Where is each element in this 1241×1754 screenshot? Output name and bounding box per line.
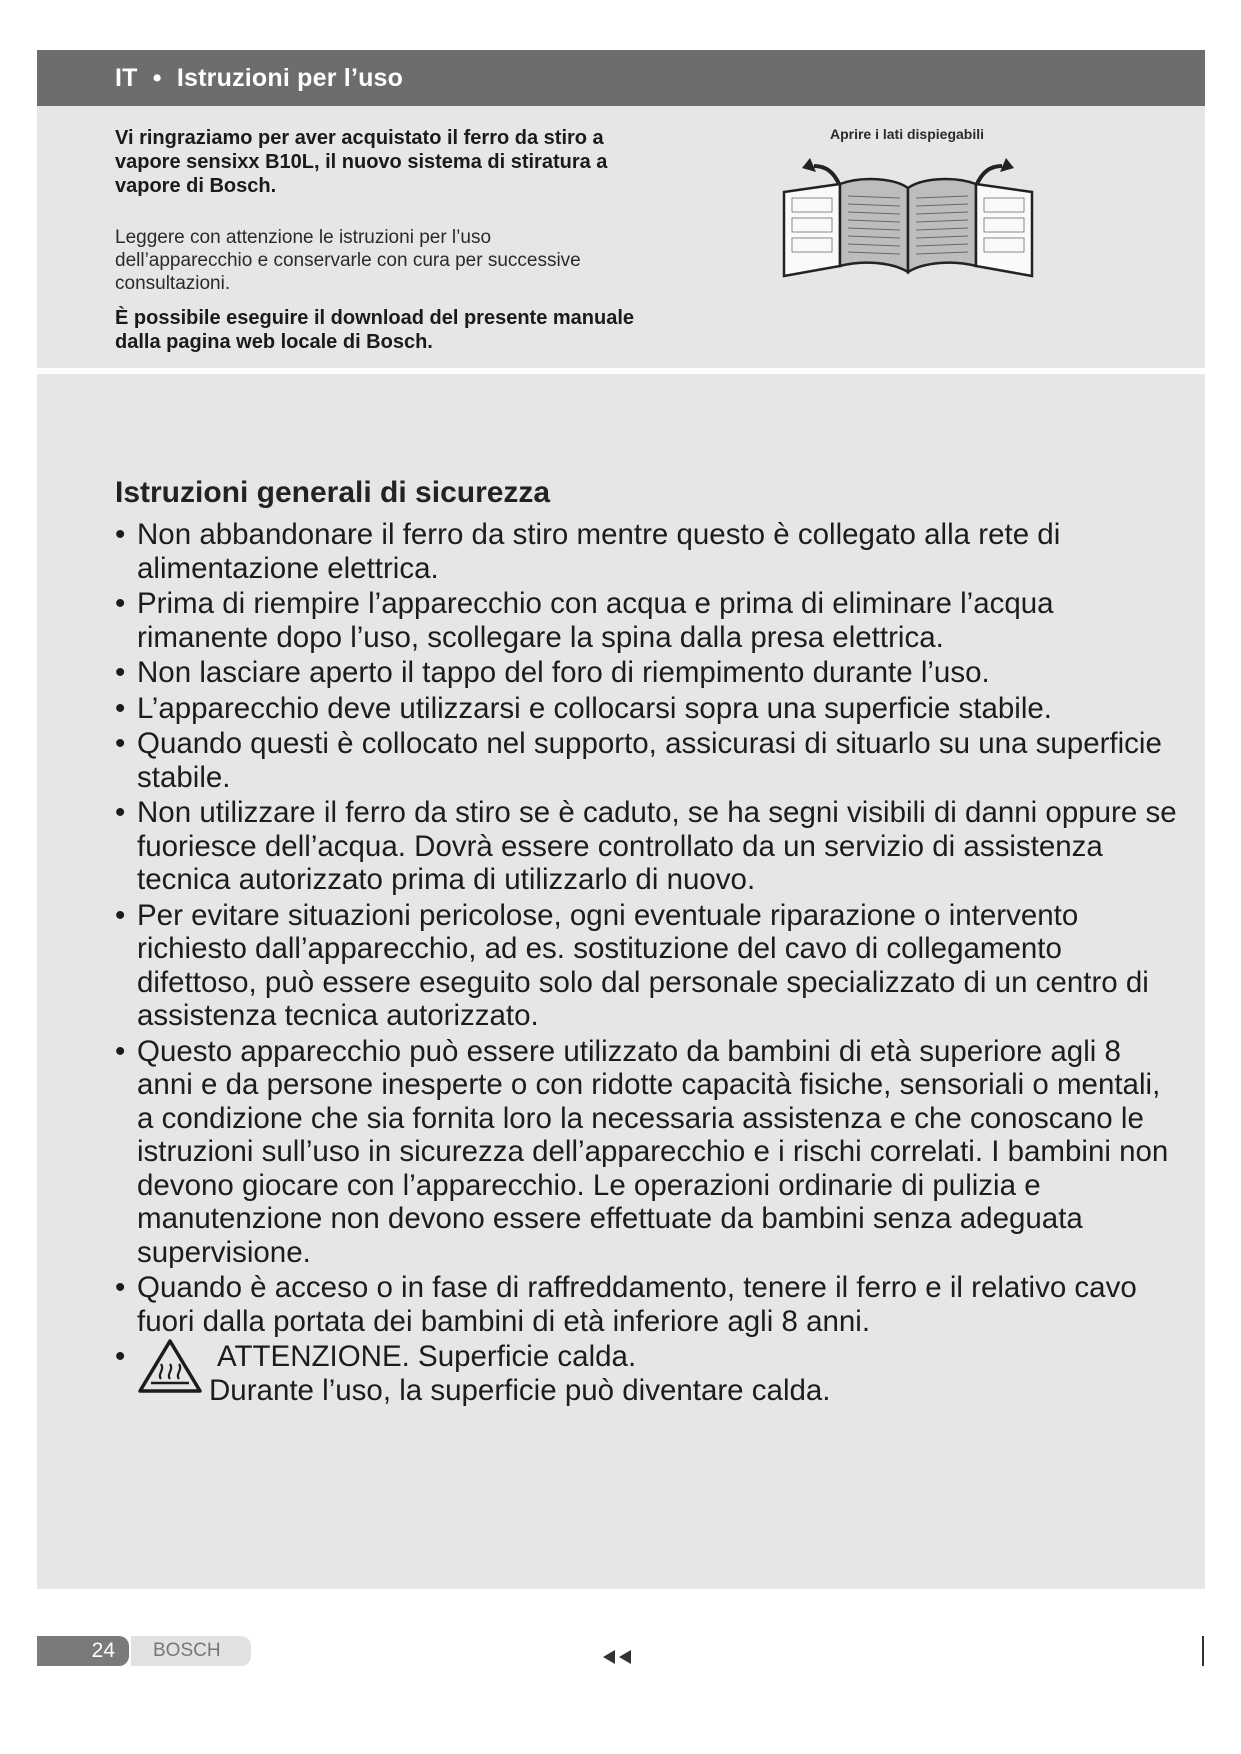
bullet: • bbox=[115, 587, 126, 620]
fold-caption: Aprire i lati dispiegabili bbox=[829, 126, 985, 142]
intro-thanks: Vi ringraziamo per aver acquistato il ferro da stiro a vapore sensixx B10L, il nuovo sistema di stiratura a vapore di Bosch. bbox=[115, 127, 608, 197]
list-item-text: Non lasciare aperto il tappo del foro di riempimento durante l’uso. bbox=[137, 656, 990, 689]
document-title: Istruzioni per l’uso bbox=[176, 64, 404, 92]
list-item-text: Non abbandonare il ferro da stiro mentre questo è collegato alla rete di alimentazione elettrica. bbox=[137, 518, 1061, 585]
list-item-text: Quando è acceso o in fase di raffreddamento, tenere il ferro e il relativo cavo fuori dalla portata dei bambini di età inferiore agli 8 anni. bbox=[137, 1271, 1137, 1338]
list-item-text: Non utilizzare il ferro da stiro se è caduto, se ha segni visibili di danni oppure se fuoriesce dell’acqua. Dovrà essere controllato da un servizio di assistenza tecnica autorizzato prima di utilizzarlo di nuovo. bbox=[137, 796, 1177, 896]
list-item bbox=[115, 692, 1180, 726]
list-item-text: Per evitare situazioni pericolose, ogni eventuale riparazione o intervento richiesto dall’apparecchio, ad es. sostituzione del cavo di collegamento difettoso, può essere eseguito solo dal personale specializzato di un centro di assistenza tecnica autorizzato. bbox=[137, 898, 1149, 1032]
bullet: • bbox=[115, 656, 126, 689]
list-item-text: Quando questi è collocato nel supporto, assicurasi di situarlo su una superficie stabile. bbox=[137, 727, 1162, 794]
warning-title: ATTENZIONE. Superficie calda. bbox=[217, 1340, 637, 1373]
header-bar bbox=[37, 50, 1205, 106]
previous-page-symbol: ◂◂ bbox=[601, 1648, 603, 1649]
list-item bbox=[115, 656, 1180, 690]
page-number: 24 bbox=[37, 1636, 129, 1666]
list-item bbox=[115, 727, 1180, 794]
list-item-text: Prima di riempire l’apparecchio con acqua e prima di eliminare l’acqua rimanente dopo l’uso, scollegare la spina dalla presa elettrica. bbox=[137, 587, 1054, 654]
safety-section bbox=[37, 374, 1205, 1589]
bullet: • bbox=[115, 898, 126, 932]
lang-code: IT bbox=[115, 64, 138, 92]
list-item-text: L’apparecchio deve utilizzarsi e collocarsi sopra una superficie stabile. bbox=[137, 691, 1052, 725]
intro-section bbox=[37, 106, 1205, 368]
list-item bbox=[115, 1035, 1180, 1270]
list-item bbox=[115, 587, 1180, 654]
hot-surface-warning-icon bbox=[137, 1338, 203, 1394]
footer-edge-line bbox=[1202, 1636, 1204, 1666]
header-separator: • bbox=[152, 64, 162, 92]
intro-download: È possibile eseguire il download del presente manuale dalla pagina web locale di Bosch. bbox=[115, 307, 635, 353]
bullet: • bbox=[115, 1340, 126, 1373]
bullet: • bbox=[115, 691, 126, 725]
bullet: • bbox=[115, 1034, 126, 1068]
fold-out-figure bbox=[737, 126, 1077, 296]
safety-list bbox=[115, 518, 1180, 1409]
warning-description: Durante l’uso, la superficie può diventare calda. bbox=[209, 1373, 831, 1407]
list-item bbox=[115, 1271, 1180, 1338]
safety-title: Istruzioni generali di sicurezza bbox=[115, 476, 551, 509]
header-title bbox=[115, 64, 403, 93]
brand-label: BOSCH bbox=[131, 1636, 251, 1666]
intro-read-carefully: Leggere con attenzione le istruzioni per l’uso dell’apparecchio e conservarle con cura per successive consultazioni. bbox=[115, 227, 581, 294]
warning-item bbox=[115, 1340, 1180, 1407]
bullet: • bbox=[115, 518, 126, 551]
warning-text-block bbox=[209, 1340, 1180, 1407]
warning-row bbox=[137, 1340, 1180, 1407]
bullet: • bbox=[115, 1271, 126, 1304]
bullet: • bbox=[115, 727, 126, 760]
list-item bbox=[115, 796, 1180, 897]
previous-page-icon[interactable] bbox=[601, 1648, 641, 1666]
list-item bbox=[115, 518, 1180, 585]
open-booklet-icon bbox=[782, 154, 1034, 286]
bullet: • bbox=[115, 796, 126, 829]
list-item-text: Questo apparecchio può essere utilizzato da bambini di età superiore agli 8 anni e da persone inesperte o con ridotte capacità fisiche, sensoriali o mentali, a condizione che sia fornita loro la necessaria assistenza e che conoscano le istruzioni sull’uso in sicurezza dell’apparecchio e i rischi correlati. I bambini non devono giocare con l’apparecchio. Le operazioni ordinarie di pulizia e manutenzione non devono essere effettuate da bambini senza adeguata supervisione. bbox=[137, 1034, 1169, 1269]
list-item bbox=[115, 899, 1180, 1033]
